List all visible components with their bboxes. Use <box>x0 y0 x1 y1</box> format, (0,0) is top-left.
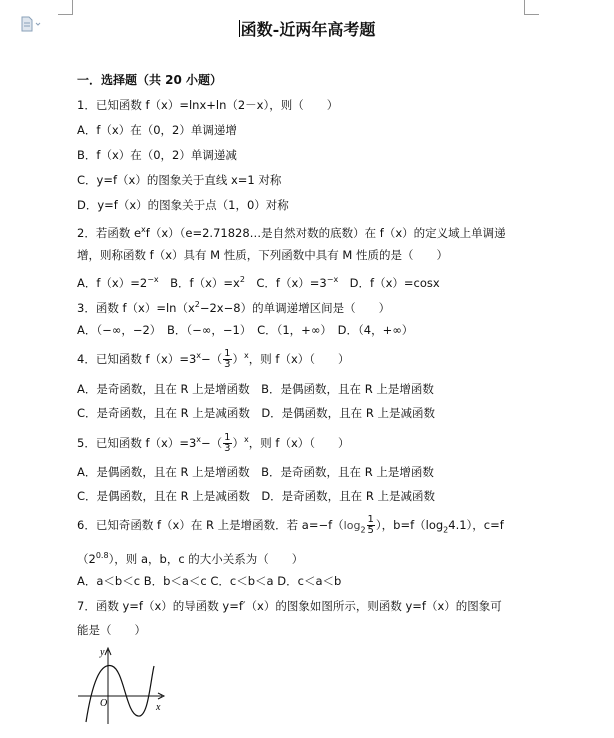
margin-corner-mark <box>58 0 73 15</box>
q7-stem-line1: 7．函数 y=f（x）的导函数 y=f′（x）的图象如图所示，则函数 y=f（x）的图象可 <box>77 599 502 613</box>
q4-options-row1: A．是奇函数，且在 R 上是增函数 B．是偶函数，且在 R 上是增函数 <box>77 382 434 396</box>
q2-stem-line1: 2．若函数 $e^xf(x)(e=2.71828\dots$是自然对数的底数）在 f（x）的定义域上单调递 <box>77 225 506 240</box>
margin-corner-mark <box>524 0 539 15</box>
fraction: $\frac{1}{5}$ <box>367 514 374 536</box>
q1-option-a: A．f（x）在（0，2）单调递增 <box>77 123 237 137</box>
fraction: $\frac{1}{3}$ <box>224 431 231 454</box>
derivative-curve <box>86 666 154 722</box>
q1-option-c: C．y=f（x）的图象关于直线 x=1 对称 <box>77 173 282 187</box>
fraction: $\frac{1}{3}$ <box>224 347 231 370</box>
q7-stem-line2: 能是（ ） <box>77 623 146 637</box>
derivative-graph <box>78 644 168 726</box>
q2-stem-line2: 增，则称函数 f（x）具有 M 性质，下列函数中具有 M 性质的是（ ） <box>77 248 448 262</box>
q4-stem: 4．已知函数 $f(x)=3^x-$（ $\frac{1}{3}$ ）$^x$，则 f（x）（ ） <box>77 347 350 370</box>
page-title: 函数-近两年高考题 <box>240 20 376 39</box>
q3-stem: 3．函数 $f(x)=\ln(x^2-2x-8)$的单调递增区间是（ ） <box>77 300 391 315</box>
q6-stem-line1: 6．已知奇函数 f（x）在 R 上是增函数．若 $a=-f(\log_2$ $\frac{1}{5}$ ），$b=f(\log_24.1)$，c=f <box>77 514 504 536</box>
q5-options-row1: A．是偶函数，且在 R 上是增函数 B．是奇函数，且在 R 上是增函数 <box>77 465 434 479</box>
q3-options: A．（−∞，−2） B．（−∞，−1） C．（1，+∞） D．（4，+∞） <box>77 323 414 337</box>
q5-stem: 5．已知函数 $f(x)=3^x-$（ $\frac{1}{3}$ ）$^x$，则 f（x）（ ） <box>77 431 350 454</box>
q1-stem: 1．已知函数 f（x）=lnx+ln（2－x），则（ ） <box>77 98 339 112</box>
q4-options-row2: C．是奇函数，且在 R 上是减函数 D．是偶函数，且在 R 上是减函数 <box>77 406 435 420</box>
section-heading: 一．选择题（共 20 小题） <box>77 73 223 87</box>
q6-stem-line2: $(2^{0.8})$，则 a，b，c 的大小关系为（ ） <box>77 551 304 566</box>
x-axis-label: x <box>156 702 161 713</box>
q6-options: A．a＜b＜c B．b＜a＜c C．c＜b＜a D．c＜a＜b <box>77 574 342 588</box>
q2-options: A．$f(x)=2^{-x}$ B．$f(x)=x^2$ C．$f(x)=3^{-x}$ D．f（x）=cosx <box>77 275 440 290</box>
y-axis-label: y <box>100 647 105 658</box>
q1-option-d: D．y=f（x）的图象关于点（1，0）对称 <box>77 198 289 212</box>
q1-option-b: B．f（x）在（0，2）单调递减 <box>77 148 237 162</box>
text-cursor <box>239 20 240 37</box>
origin-label: O <box>100 698 108 709</box>
q5-options-row2: C．是偶函数，且在 R 上是减函数 D．是奇函数，且在 R 上是减函数 <box>77 489 435 503</box>
